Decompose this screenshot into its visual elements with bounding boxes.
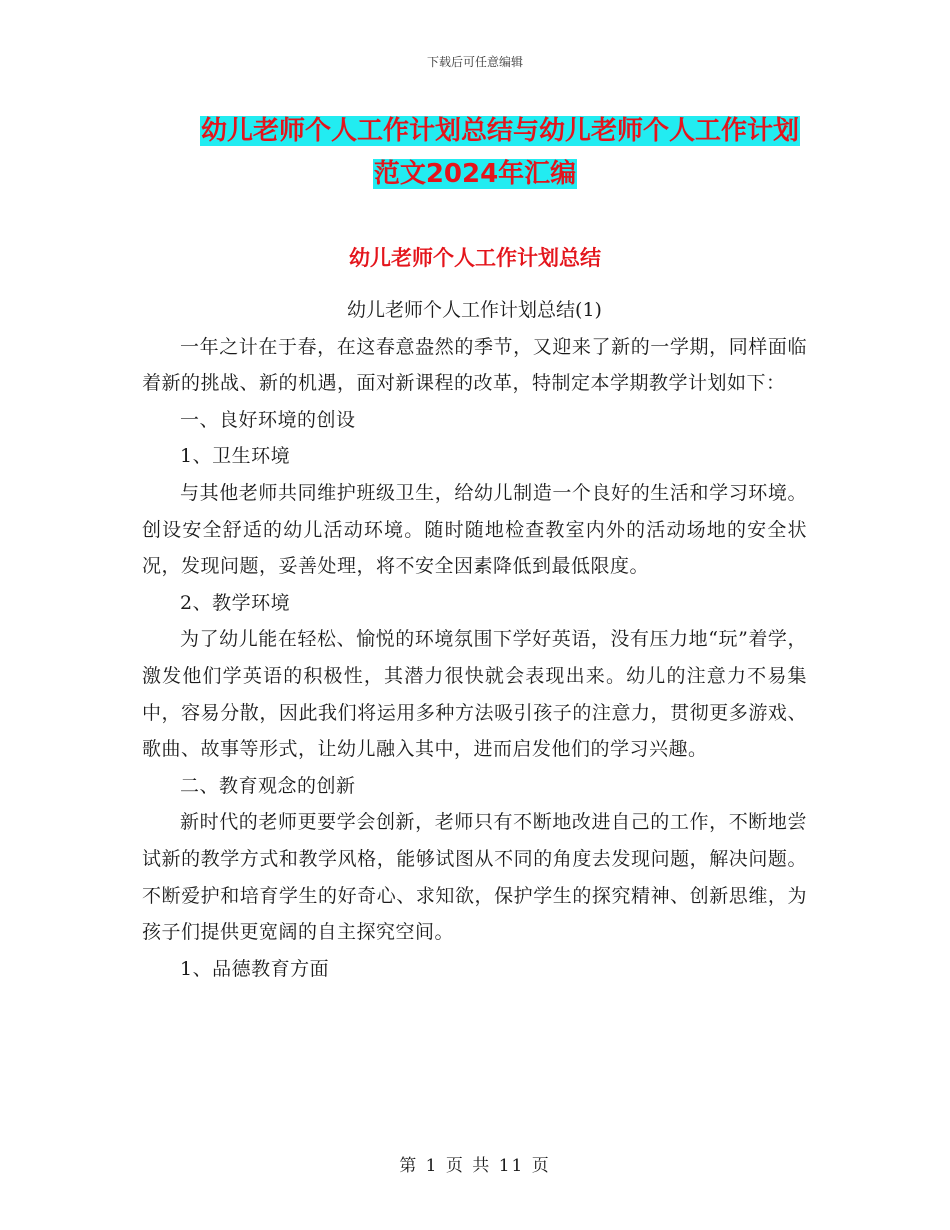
- document-title-line-2-text: 范文2024年汇编: [373, 159, 577, 189]
- heading-environment: 一、良好环境的创设: [180, 408, 356, 431]
- document-title-line-1: [0, 112, 950, 150]
- document-title-line-2: [0, 155, 950, 193]
- subheading-moral-education: 1、品德教育方面: [180, 957, 330, 980]
- paragraph-hygiene: 与其他老师共同维护班级卫生，给幼儿制造一个良好的生活和学习环境。创设安全舒适的幼儿活动环境。随时随地检查教室内外的活动场地的安全状况，发现问题，妥善处理，将不安全因素降低到最低限度。: [142, 481, 807, 578]
- page-footer-number: 第 1 页 共 11 页: [399, 1156, 551, 1176]
- heading-innovation: 二、教育观念的创新: [180, 774, 356, 797]
- document-body: [142, 292, 807, 987]
- paragraph-teaching-environment: 为了幼儿能在轻松、愉悦的环境氛围下学好英语，没有压力地“玩”着学，激发他们学英语的积极性，其潜力很快就会表现出来。幼儿的注意力不易集中，容易分散，因此我们将运用多种方法吸引孩子的注意力，贯彻更多游戏、歌曲、故事等形式，让幼儿融入其中，进而启发他们的学习兴趣。: [142, 628, 807, 761]
- subheading-teaching-environment: 2、教学环境: [180, 591, 291, 614]
- subheading-hygiene: 1、卫生环境: [180, 445, 291, 468]
- page-header-note: 下载后可任意编辑: [426, 55, 523, 69]
- section-title: 幼儿老师个人工作计划总结: [349, 246, 601, 270]
- document-title-line-1-text: 幼儿老师个人工作计划总结与幼儿老师个人工作计划: [200, 116, 799, 146]
- paragraph-intro: 一年之计在于春，在这春意盎然的季节，又迎来了新的一学期，同样面临着新的挑战、新的机遇，面对新课程的改革，特制定本学期教学计划如下：: [142, 335, 807, 395]
- paragraph-innovation: 新时代的老师更要学会创新，老师只有不断地改进自己的工作，不断地尝试新的教学方式和教学风格，能够试图从不同的角度去发现问题，解决问题。不断爱护和培育学生的好奇心、求知欲，保护学生的探究精神、创新思维，为孩子们提供更宽阔的自主探究空间。: [142, 811, 807, 944]
- section-subtitle: 幼儿老师个人工作计划总结(1): [347, 299, 602, 321]
